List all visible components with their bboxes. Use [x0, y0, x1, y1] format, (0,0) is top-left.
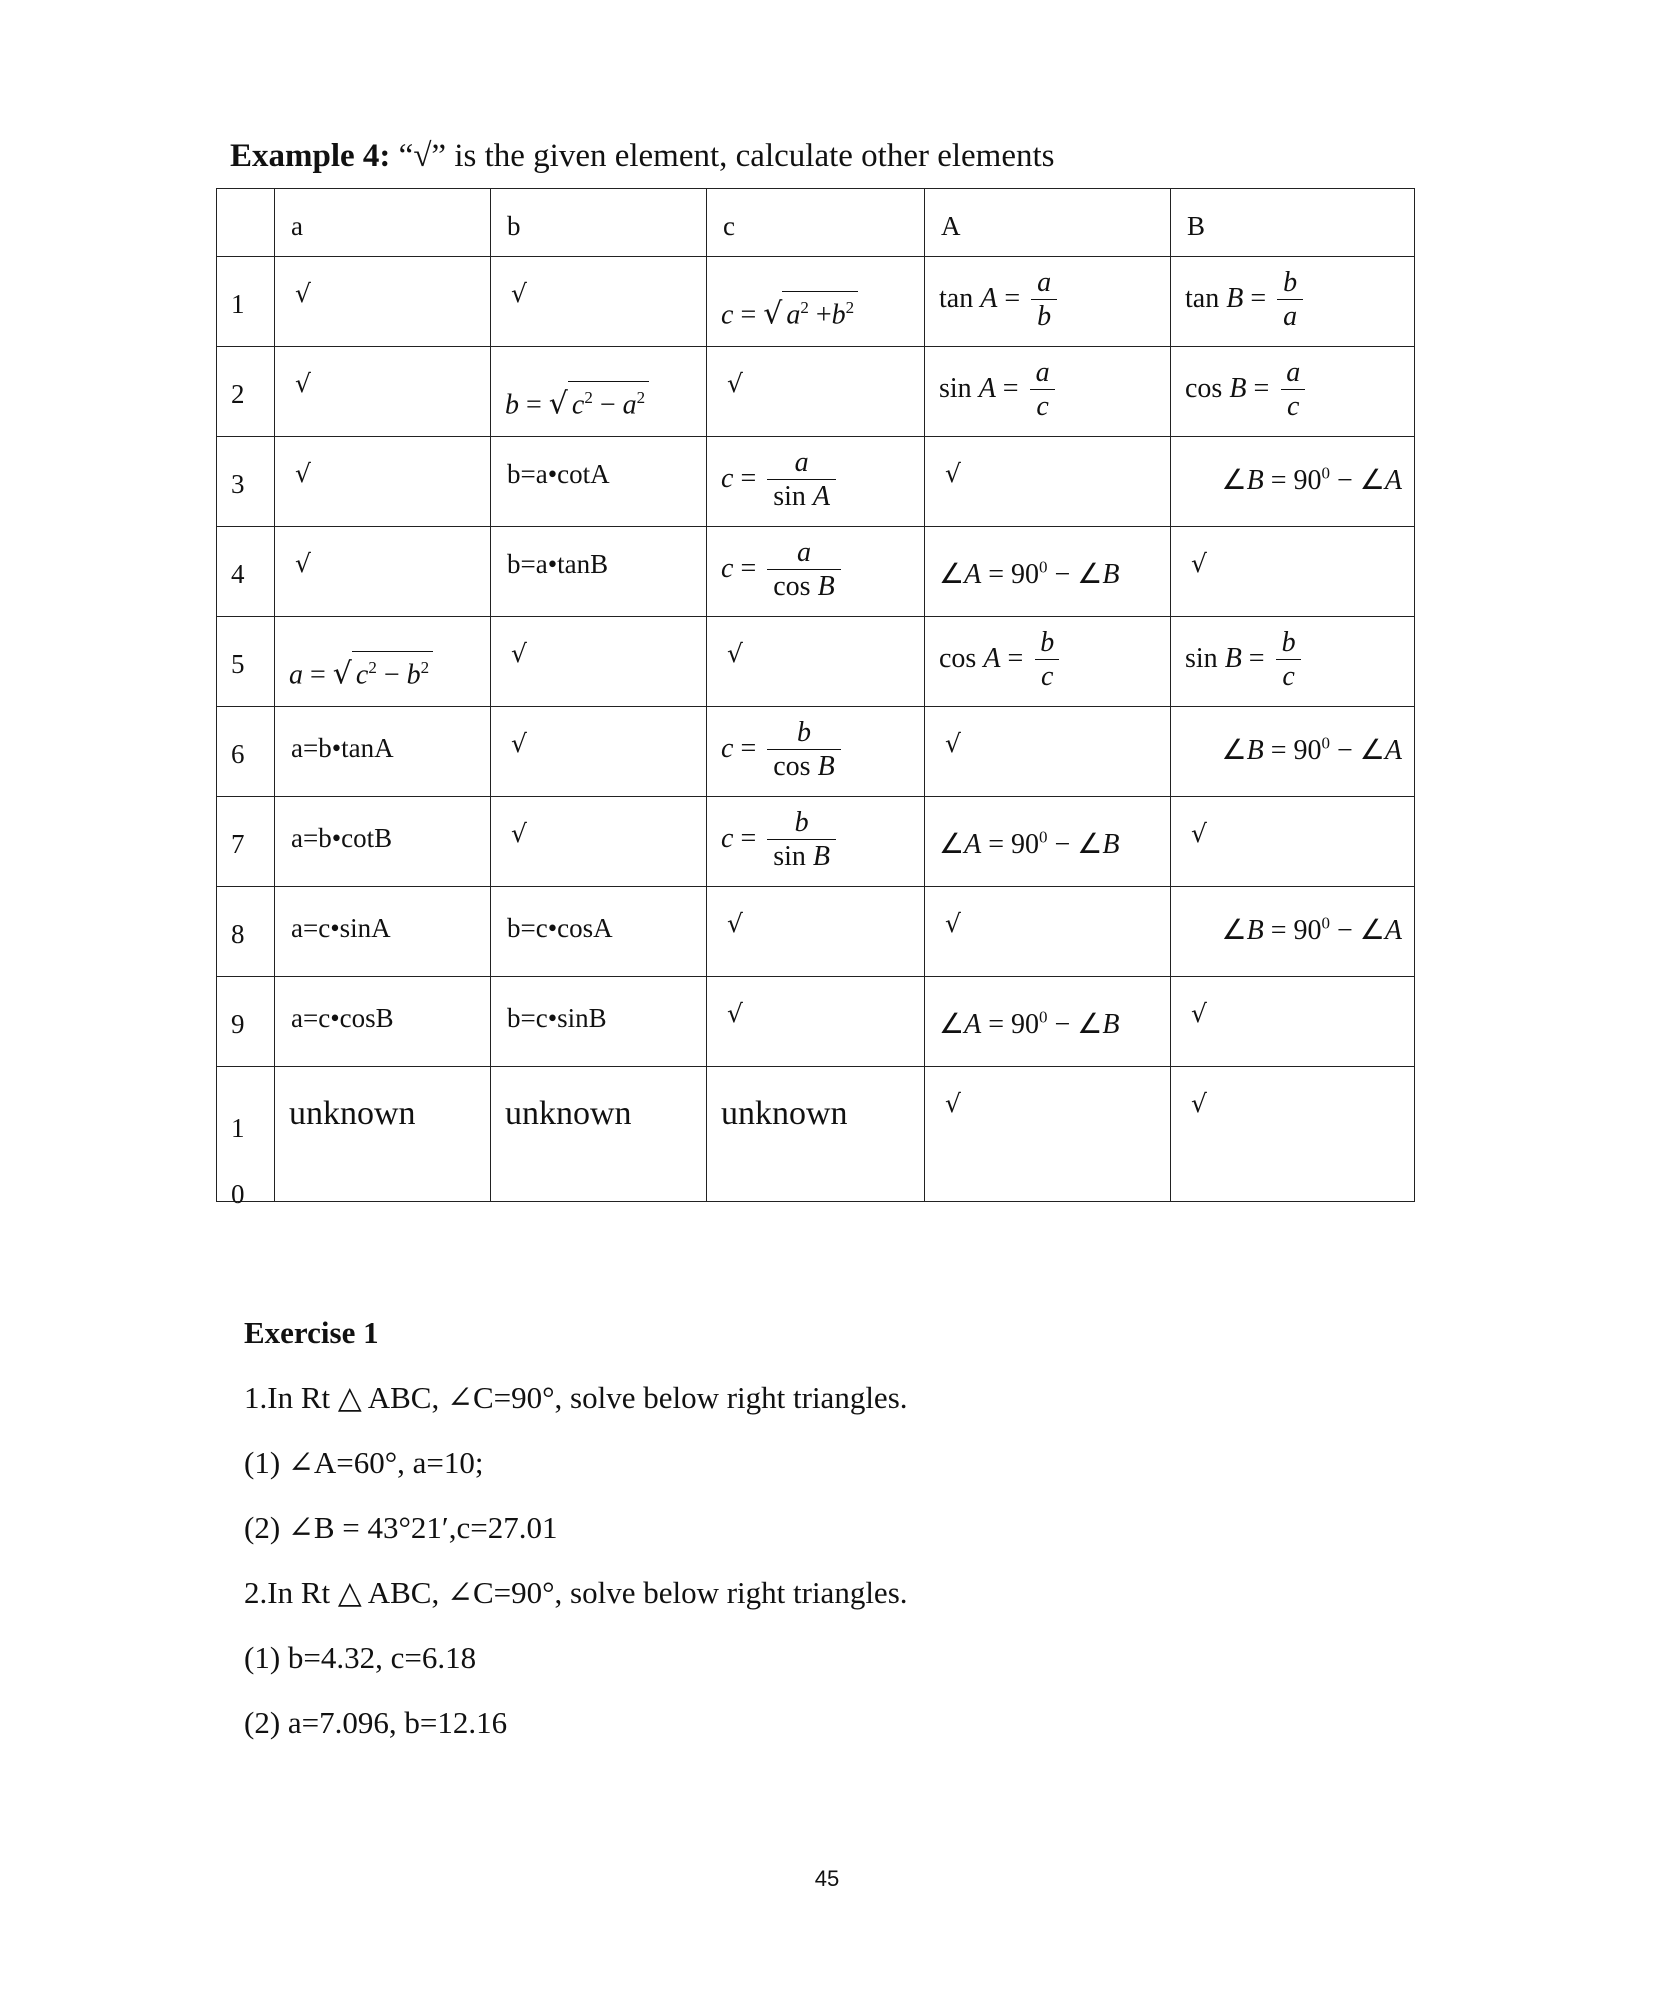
given-check: √: [295, 369, 311, 398]
row-number: 3: [231, 469, 245, 499]
formula-b: b=a•tanB: [507, 549, 609, 579]
given-check: √: [727, 909, 743, 938]
formula-b: b=c•cosA: [507, 913, 613, 943]
given-check: √: [295, 459, 311, 488]
formula-a: a=b•tanA: [291, 733, 394, 763]
exercise-question-1-part-2: (2) ∠B = 43°21′,c=27.01: [244, 1510, 558, 1545]
unknown-c: unknown: [721, 1095, 848, 1132]
formula-A: ∠A = $90^0$ − ∠B: [939, 1007, 1120, 1040]
given-check: √: [295, 279, 311, 308]
formula-A: tan A = $\frac{a}{b}$: [939, 267, 1057, 334]
header-cell-A: A: [925, 189, 1171, 257]
formula-c: c = $\frac{a}{\text{sin A}}$: [721, 447, 836, 514]
formula-c: c = √ $a^2 +b^2$: [721, 291, 858, 331]
given-check: √: [945, 729, 961, 758]
given-check: √: [511, 279, 527, 308]
row-number: 4: [231, 559, 245, 589]
table-row: [217, 887, 1415, 977]
row-number: 5: [231, 649, 245, 679]
row-number: 1: [231, 289, 245, 319]
formula-B: ∠B = $90^0$ − ∠A: [1221, 913, 1402, 946]
header-cell-c: c: [707, 189, 925, 257]
exercise-question-2-part-2: (2) a=7.096, b=12.16: [244, 1705, 508, 1740]
table-header-row: [217, 189, 1415, 257]
formula-b: b=c•sinB: [507, 1003, 607, 1033]
formula-A: sin A = $\frac{a}{c}$: [939, 357, 1056, 424]
given-check: √: [1191, 549, 1207, 578]
formula-a: a=b•cotB: [291, 823, 393, 853]
formula-a: a = √ $c^2 - b^2$: [289, 651, 433, 691]
table-row: [217, 707, 1415, 797]
exercise-question-2: 2.In Rt △ ABC, ∠C=90°, solve below right triangles.: [244, 1575, 908, 1610]
formula-b: b = √ $c^2 - a^2$: [505, 381, 649, 421]
formula-c: c = $\frac{b}{\text{cos B}}$: [721, 717, 841, 784]
given-check: √: [511, 639, 527, 668]
table-row: [217, 257, 1415, 347]
given-check: √: [511, 819, 527, 848]
exercise-question-1-part-1: (1) ∠A=60°, a=10;: [244, 1445, 484, 1480]
formula-c: c = $\frac{a}{\text{cos B}}$: [721, 537, 841, 604]
example-label: Example 4:: [230, 138, 391, 174]
formula-B: sin B = $\frac{b}{c}$: [1185, 627, 1302, 694]
formula-a: a=c•cosB: [291, 1003, 394, 1033]
given-check: √: [727, 369, 743, 398]
row-number: 6: [231, 739, 245, 769]
formula-B: ∠B = $90^0$ − ∠A: [1221, 733, 1402, 766]
exercise-heading: Exercise 1: [244, 1315, 379, 1350]
example-title: [230, 138, 1055, 175]
given-check: √: [727, 999, 743, 1028]
table-row: [217, 347, 1415, 437]
header-cell: [217, 189, 275, 257]
table-row: [217, 797, 1415, 887]
table-row: [217, 437, 1415, 527]
table-row: [217, 617, 1415, 707]
given-check: √: [1191, 819, 1207, 848]
header-cell-B: B: [1171, 189, 1415, 257]
formula-B: cos B = $\frac{a}{c}$: [1185, 357, 1306, 424]
row-number: 8: [231, 919, 245, 949]
table-row: [217, 1067, 1415, 1202]
exercise-question-1: 1.In Rt △ ABC, ∠C=90°, solve below right triangles.: [244, 1380, 908, 1415]
given-check: √: [945, 909, 961, 938]
given-check: √: [1191, 999, 1207, 1028]
formula-B: tan B = $\frac{b}{a}$: [1185, 267, 1303, 334]
given-check: √: [945, 1089, 961, 1118]
given-check: √: [945, 459, 961, 488]
given-check: √: [295, 549, 311, 578]
formula-b: b=a•cotA: [507, 459, 610, 489]
formula-A: ∠A = $90^0$ − ∠B: [939, 557, 1120, 590]
formula-A: cos A = $\frac{b}{c}$: [939, 627, 1060, 694]
row-number: 9: [231, 1009, 245, 1039]
exercise-section: [244, 1315, 1444, 1770]
exercise-question-2-part-1: (1) b=4.32, c=6.18: [244, 1640, 477, 1675]
row-number: 7: [231, 829, 245, 859]
given-check: √: [727, 639, 743, 668]
formula-c: c = $\frac{b}{\text{sin B}}$: [721, 807, 836, 874]
header-cell-b: b: [491, 189, 707, 257]
page-number: 45: [814, 1866, 840, 1891]
given-check: √: [1191, 1089, 1207, 1118]
unknown-b: unknown: [505, 1095, 632, 1132]
row-number: 2: [231, 379, 245, 409]
row-number: 1 0: [231, 1113, 245, 1209]
formula-B: ∠B = $90^0$ − ∠A: [1221, 463, 1402, 496]
formula-A: ∠A = $90^0$ − ∠B: [939, 827, 1120, 860]
table-row: [217, 527, 1415, 617]
solution-table: [216, 188, 1415, 1209]
given-check: √: [511, 729, 527, 758]
example-description: “√” is the given element, calculate other elements: [390, 138, 1055, 174]
table-row: [217, 977, 1415, 1067]
formula-a: a=c•sinA: [291, 913, 391, 943]
unknown-a: unknown: [289, 1095, 416, 1132]
header-cell-a: a: [275, 189, 491, 257]
